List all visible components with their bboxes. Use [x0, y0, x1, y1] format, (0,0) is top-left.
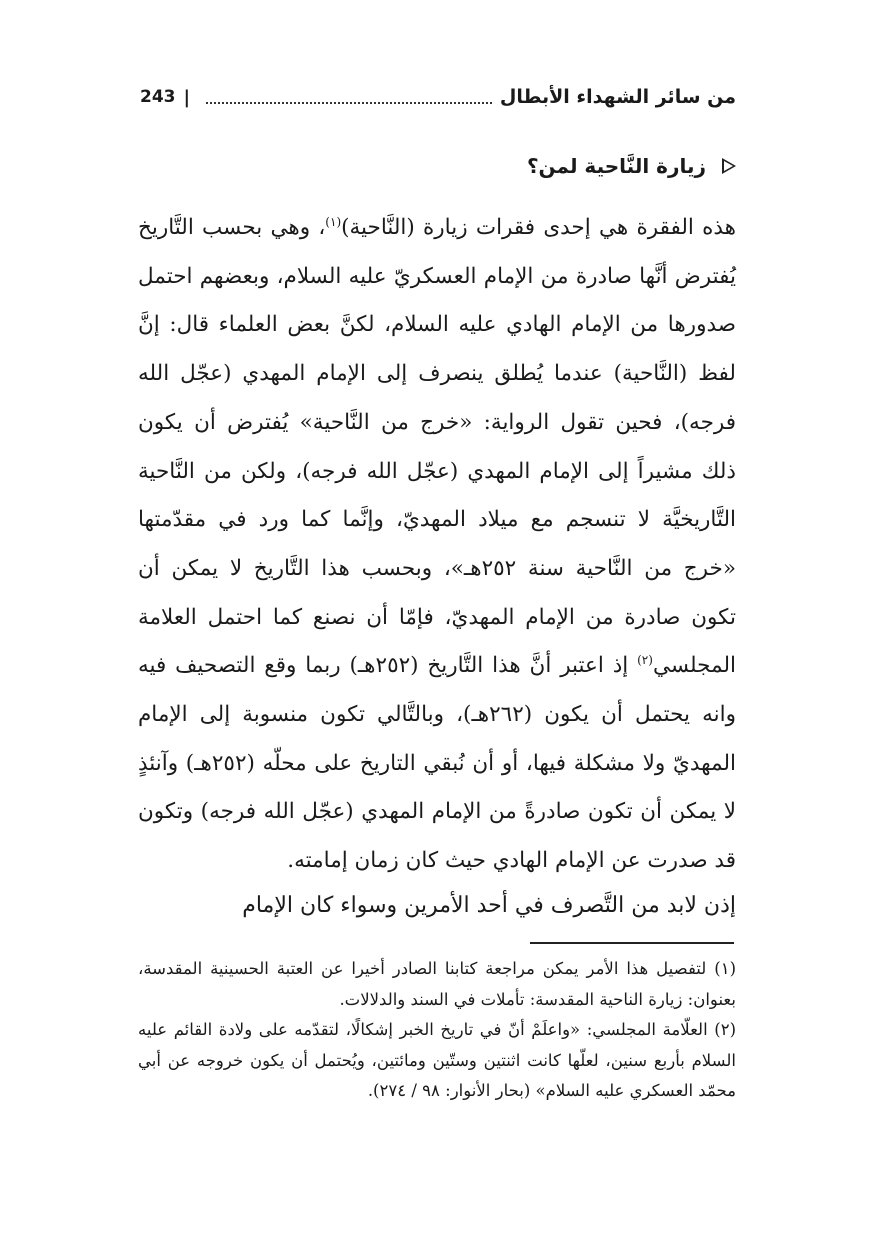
footnote-ref-2[interactable]: (٢): [637, 653, 653, 668]
running-header: [140, 82, 736, 112]
section-heading: [140, 148, 736, 184]
footnote-text: لتفصيل هذا الأمر يمكن مراجعة كتابنا الصادر أخيرا عن العتبة الحسينية المقدسة، بعنوان: زيارة الناحية المقدسة: تأملات في السند والدلالات.: [138, 959, 736, 1009]
footnote-item: [138, 1015, 736, 1107]
footnote-divider: [530, 942, 734, 944]
body-paragraph-2: إذن لابد من التَّصرف في أحد الأمرين وسواء كان الإمام: [242, 893, 736, 918]
footnote-text: العلّامة المجلسي: «واعلَمْ أنّ في تاريخ الخبر إشكالًا، لتقدّمه على ولادة القائم عليه السلام بأربع سنين، لعلّها كانت اثنتين وستّين ومائتين، ويُحتمل أن يكون خروجه عن أبي محمّد العسكري عليه السلام» (بحار الأنوار: ٩٨ / ٢٧٤).: [138, 1020, 736, 1100]
footnote-ref-1[interactable]: (١): [325, 214, 342, 229]
page-number: 243: [140, 87, 176, 107]
footnotes: [138, 954, 736, 1107]
header-dot-leader: [206, 90, 492, 104]
footnote-marker: (١): [714, 959, 736, 978]
body-text-c: إذ اعتبر أنَّ هذا التَّاريخ (٢٥٢هـ) ربما وقع التصحيف فيه وانه يحتمل أن يكون (٢٦٢هـ)، وبالتَّالي تكون منسوبة إلى الإمام المهديّ ولا مشكلة فيها، أو أن نُبقي التاريخ على محلّه (٢٥٢هـ) وآنئذٍ لا يمكن أن تكون صادرةً من الإمام المهدي (عجّل الله فرجه) وتكون قد صدرت عن الإمام الهادي حيث كان زمان إمامته.: [138, 653, 737, 874]
triangle-bullet-icon: [722, 158, 736, 174]
header-separator: |: [183, 86, 191, 108]
body-text-a: هذه الفقرة هي إحدى فقرات زيارة (النَّاحية): [341, 215, 736, 240]
body-text-b: ، وهي بحسب التَّاريخ يُفترض أنَّها صادرة من الإمام العسكريّ عليه السلام، وبعضهم احتمل صدورها من الإمام الهادي عليه السلام، لكنَّ بعض العلماء قال: إنَّ لفظ (النَّاحية) عندما يُطلق ينصرف إلى الإمام المهدي (عجّل الله فرجه)، فحين تقول الرواية: «خرج من النَّاحية» يُفترض أن يكون ذلك مشيراً إلى الإمام المهدي (عجّل الله فرجه)، ولكن من النَّاحية التَّاريخيَّة لا تنسجم مع ميلاد المهديّ، وإنَّما كما ورد في مقدّمتها «خرج من النَّاحية سنة ٢٥٢هـ»، وبحسب هذا التَّاريخ لا يمكن أن تكون صادرة من الإمام المهديّ، فإمّا أن نصنع كما احتمل العلامة المجلسي: [138, 215, 736, 679]
header-title: من سائر الشهداء الأبطال: [499, 86, 736, 108]
footnote-item: [138, 954, 736, 1015]
section-heading-text: زيارة النَّاحية لمن؟: [526, 154, 706, 178]
body-paragraph: [138, 204, 736, 886]
footnote-marker: (٢): [714, 1020, 736, 1039]
